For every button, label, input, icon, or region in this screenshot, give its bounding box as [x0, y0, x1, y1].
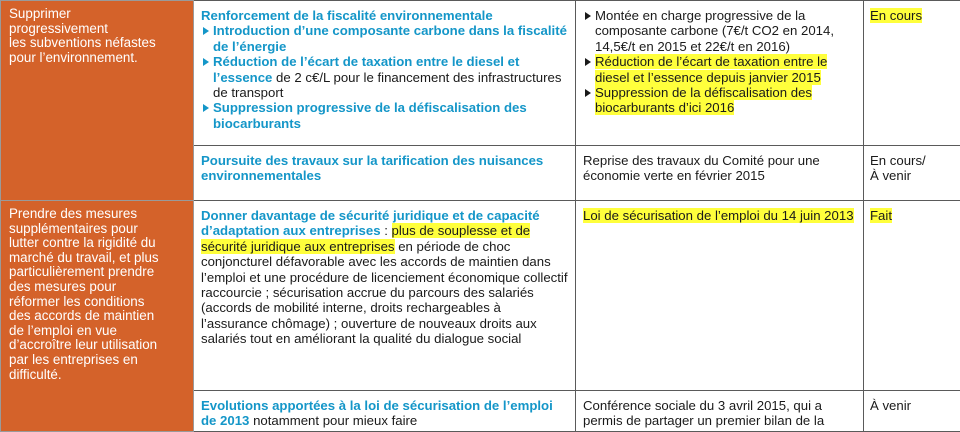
- objective-line: d’accroître leur utilisation: [9, 337, 157, 352]
- measure-title: Evolutions apportées à la loi de sécurisation de l’emploi de 2013: [201, 398, 553, 428]
- objective-line: Prendre des mesures: [9, 206, 137, 221]
- status-cell: [864, 1, 960, 146]
- measure-bullet: [201, 23, 569, 54]
- measure-bullet: [201, 100, 569, 131]
- impl-bullet: [583, 85, 857, 116]
- objective-line: pour l’environnement.: [9, 50, 138, 65]
- implementation-text: Loi de sécurisation de l’emploi du 14 juin 2013: [583, 208, 854, 223]
- impl-bullet: [583, 8, 857, 54]
- objective-line: de l’emploi en vue: [9, 323, 117, 338]
- measure-title: Donner davantage de sécurité juridique et de capacité d’adaptation aux entreprises: [201, 208, 540, 238]
- objective-line: particulièrement prendre: [9, 264, 154, 279]
- objective-line: les subventions néfastes: [9, 35, 156, 50]
- measure-text: :: [381, 223, 392, 238]
- objective-cell-subsidies: [1, 1, 194, 201]
- status-badge: À venir: [870, 398, 911, 413]
- table-row: [1, 1, 960, 146]
- implementation-text: Reprise des travaux du Comité pour une économie verte en février 2015: [583, 153, 820, 183]
- implementation-text: Conférence sociale du 3 avril 2015, qui a permis de partager un premier bilan de la: [583, 398, 824, 428]
- bullet-text: Suppression progressive de la défiscalisation des biocarburants: [213, 100, 527, 130]
- implementation-cell-nuisances: [576, 146, 864, 201]
- status-badge: En cours: [870, 8, 922, 23]
- bullet-text: Suppression de la défiscalisation des biocarburants d’ici 2016: [595, 85, 812, 115]
- bullet-text: Réduction de l’écart de taxation entre le diesel et l’essence: [213, 54, 519, 84]
- measure-title: Renforcement de la fiscalité environnementale: [201, 8, 493, 23]
- bullet-text: Introduction d’une composante carbone dans la fiscalité de l’énergie: [213, 23, 567, 53]
- objective-line: marché du travail, et plus: [9, 250, 159, 265]
- status-cell: [864, 391, 960, 432]
- objective-line: difficulté.: [9, 367, 62, 382]
- measure-bullet: [201, 54, 569, 100]
- status-cell: [864, 146, 960, 201]
- measure-cell-fiscalite: [194, 1, 576, 146]
- measure-text: en période de choc conjoncturel défavorable avec les accords de maintien dans l’emploi et une procédure de licenciement économique collectif raccourcie ; sécurisation accrue du parcours des salariés (accords de mobilité interne, droits rechargeables à l’assurance chômage) ; ouverture de nouveaux droits aux salariés tout en améliorant la qualité du dialogue social: [201, 239, 568, 346]
- objective-line: des mesures pour: [9, 279, 116, 294]
- measure-title: Poursuite des travaux sur la tarification des nuisances environnementales: [201, 153, 543, 183]
- measure-highlight: plus de souplesse et de sécurité juridique aux entreprises: [201, 223, 530, 253]
- measure-text: notamment pour mieux faire: [249, 413, 417, 428]
- implementation-cell-fiscalite: [576, 1, 864, 146]
- objective-line: supplémentaires pour: [9, 221, 138, 236]
- implementation-cell-evolutions: [576, 391, 864, 432]
- bullet-text: Réduction de l’écart de taxation entre le diesel et l’essence depuis janvier 2015: [595, 54, 827, 84]
- measure-cell-nuisances: [194, 146, 576, 201]
- objective-line: lutter contre la rigidité du: [9, 235, 156, 250]
- status-cell: [864, 201, 960, 391]
- objective-line: réformer les conditions: [9, 294, 144, 309]
- bullet-text: de 2 c€/L pour le financement des infrastructures de transport: [213, 70, 561, 100]
- objective-line: progressivement: [9, 21, 108, 36]
- measure-cell-evolutions: [194, 391, 576, 432]
- objective-cell-labour: [1, 201, 194, 432]
- implementation-cell-securite: [576, 201, 864, 391]
- objective-line: des accords de maintien: [9, 308, 154, 323]
- bullet-text: Montée en charge progressive de la composante carbone (7€/t CO2 en 2014, 14,5€/t en 2015 et 22€/t en 2016): [595, 8, 834, 54]
- objective-line: par les entreprises en: [9, 352, 138, 367]
- impl-bullet: [583, 54, 857, 85]
- table-row: [1, 201, 960, 391]
- status-badge: À venir: [870, 168, 911, 183]
- status-badge: Fait: [870, 208, 892, 223]
- measure-cell-securite: [194, 201, 576, 391]
- objective-line: Supprimer: [9, 6, 71, 21]
- status-badge: En cours/: [870, 153, 926, 168]
